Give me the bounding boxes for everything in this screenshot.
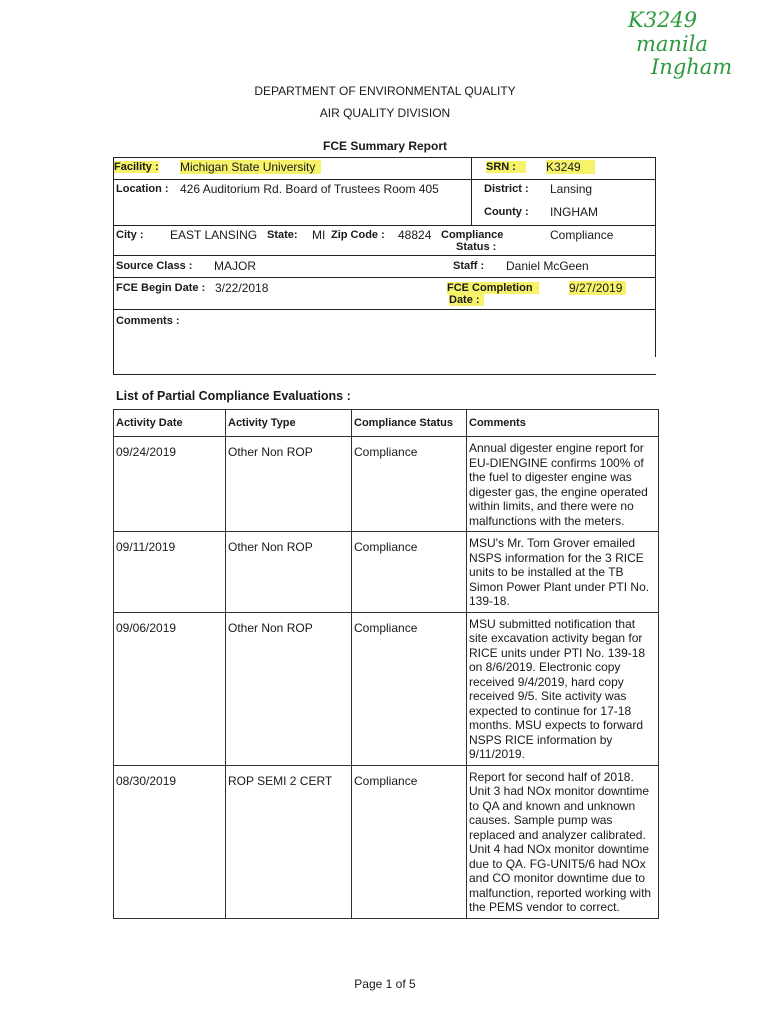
zip-value: 48824 (398, 228, 432, 242)
comment-line: Annual digester engine report for (469, 441, 644, 455)
row-divider-1 (113, 179, 656, 180)
activity-type: Other Non ROP (226, 532, 352, 613)
table-row (114, 765, 659, 918)
row-divider-2 (113, 225, 656, 226)
col-activity-type: Activity Type (226, 410, 352, 437)
comment-line: 9/11/2019. (469, 747, 525, 761)
fce-completion-label-2: Date : (449, 294, 484, 306)
pce-list-title: List of Partial Compliance Evaluations : (116, 389, 351, 403)
compliance-status-label-1: Compliance (441, 229, 504, 241)
comment-line: NSPS RICE information by (469, 732, 613, 747)
staff-label: Staff : (453, 260, 485, 272)
activity-date: 09/06/2019 (114, 612, 226, 765)
row-divider-3 (113, 255, 656, 256)
comment-line: malfunction, reported working with (469, 885, 652, 900)
comments-cell (467, 612, 659, 765)
county-label: County : (484, 206, 529, 218)
fce-completion-label-1: FCE Completion (447, 282, 539, 294)
report-title: FCE Summary Report (322, 139, 448, 153)
facility-value: Michigan State University (180, 160, 321, 174)
comment-line: malfunctions with the meters. (469, 513, 625, 528)
srn-label: SRN : (486, 161, 526, 173)
fce-completion-value: 9/27/2019 (569, 281, 626, 295)
comment-line: units to be installed at the TB (469, 565, 624, 579)
row-divider-5 (113, 309, 656, 310)
page-number: Page 1 of 5 (354, 977, 416, 991)
compliance-status: Compliance (352, 532, 467, 613)
srn-divider (471, 157, 472, 225)
comment-line: 139-18. (469, 594, 510, 608)
handwritten-srn: K3249 (628, 8, 698, 32)
source-class-value: MAJOR (214, 259, 256, 273)
facility-label: Facility : (114, 161, 159, 173)
pce-header-row (114, 410, 659, 437)
source-class-label: Source Class : (116, 260, 193, 272)
compliance-status: Compliance (352, 765, 467, 918)
summary-top-border (113, 157, 656, 158)
comment-line: digester gas, the engine operated (469, 484, 648, 499)
comments-cell (467, 532, 659, 613)
col-comments: Comments (467, 410, 659, 437)
compliance-status-value: Compliance (550, 228, 614, 242)
fce-begin-label: FCE Begin Date : (116, 282, 206, 294)
department-heading: DEPARTMENT OF ENVIRONMENTAL QUALITY (254, 84, 516, 98)
activity-type: Other Non ROP (226, 612, 352, 765)
fce-begin-value: 3/22/2018 (215, 281, 269, 295)
district-label: District : (484, 183, 529, 195)
comment-line: Simon Power Plant under PTI No. (469, 579, 650, 594)
comment-line: the PEMS vendor to correct. (469, 900, 620, 914)
comment-line: NSPS information for the 3 RICE (469, 550, 644, 565)
comment-line: Unit 3 had NOx monitor downtime (469, 784, 650, 798)
comment-line: MSU submitted notification that (469, 616, 636, 631)
col-compliance-status: Compliance Status (352, 410, 467, 437)
comment-line: the fuel to digester engine was (469, 470, 632, 484)
comment-line: causes. Sample pump was (469, 813, 613, 827)
staff-value: Daniel McGeen (506, 259, 589, 273)
pce-table (113, 409, 659, 919)
table-row (114, 612, 659, 765)
activity-type: ROP SEMI 2 CERT (226, 765, 352, 918)
activity-type: Other Non ROP (226, 437, 352, 532)
table-row (114, 532, 659, 613)
county-value: INGHAM (550, 205, 598, 219)
comment-line: expected to continue for 17-18 (469, 703, 632, 718)
col-activity-date: Activity Date (114, 410, 226, 437)
comment-line: within limits, and there were no (469, 499, 634, 513)
comment-line: on 8/6/2019. Electronic copy (469, 660, 621, 674)
comments-cell (467, 765, 659, 918)
city-label: City : (116, 229, 144, 241)
summary-right-border (655, 157, 656, 357)
comment-line: to QA and known and unknown (469, 798, 636, 813)
state-label: State: (267, 229, 298, 241)
srn-value: K3249 (546, 160, 595, 174)
comment-line: received 9/5. Site activity was (469, 689, 627, 703)
comment-line: months. MSU expects to forward (469, 718, 644, 732)
zip-label: Zip Code : (331, 229, 385, 241)
division-heading: AIR QUALITY DIVISION (319, 106, 451, 120)
summary-bottom-border (113, 374, 656, 375)
handwritten-county: Ingham (651, 55, 733, 79)
summary-left-border (113, 157, 114, 375)
district-value: Lansing (550, 182, 593, 196)
activity-date: 08/30/2019 (114, 765, 226, 918)
comment-line: RICE units under PTI No. 139-18 (469, 645, 646, 660)
comments-cell (467, 437, 659, 532)
compliance-status: Compliance (352, 437, 467, 532)
activity-date: 09/24/2019 (114, 437, 226, 532)
activity-date: 09/11/2019 (114, 532, 226, 613)
location-label: Location : (116, 183, 169, 195)
comment-line: MSU's Mr. Tom Grover emailed (469, 536, 636, 550)
table-row (114, 437, 659, 532)
comment-line: site excavation activity began for (469, 631, 643, 645)
comment-line: replaced and analyzer calibrated. (469, 827, 646, 842)
comment-line: Unit 4 had NOx monitor downtime (469, 842, 650, 856)
city-value: EAST LANSING (170, 228, 258, 242)
row-divider-4 (113, 277, 656, 278)
location-value: 426 Auditorium Rd. Board of Trustees Room 405 (180, 182, 439, 196)
comment-line: and CO monitor downtime due to (469, 871, 646, 885)
comment-line: Report for second half of 2018. (469, 769, 634, 784)
compliance-status-label-2: Status : (456, 241, 497, 253)
comments-label: Comments : (116, 315, 180, 327)
compliance-status: Compliance (352, 612, 467, 765)
comment-line: due to QA. FG-UNIT5/6 had NOx (469, 856, 646, 871)
comment-line: EU-DIENGINE confirms 100% of (469, 455, 644, 470)
state-value: MI (312, 228, 326, 242)
comment-line: received 9/4/2019, hard copy (469, 674, 624, 689)
handwritten-manila: manila (636, 32, 708, 56)
